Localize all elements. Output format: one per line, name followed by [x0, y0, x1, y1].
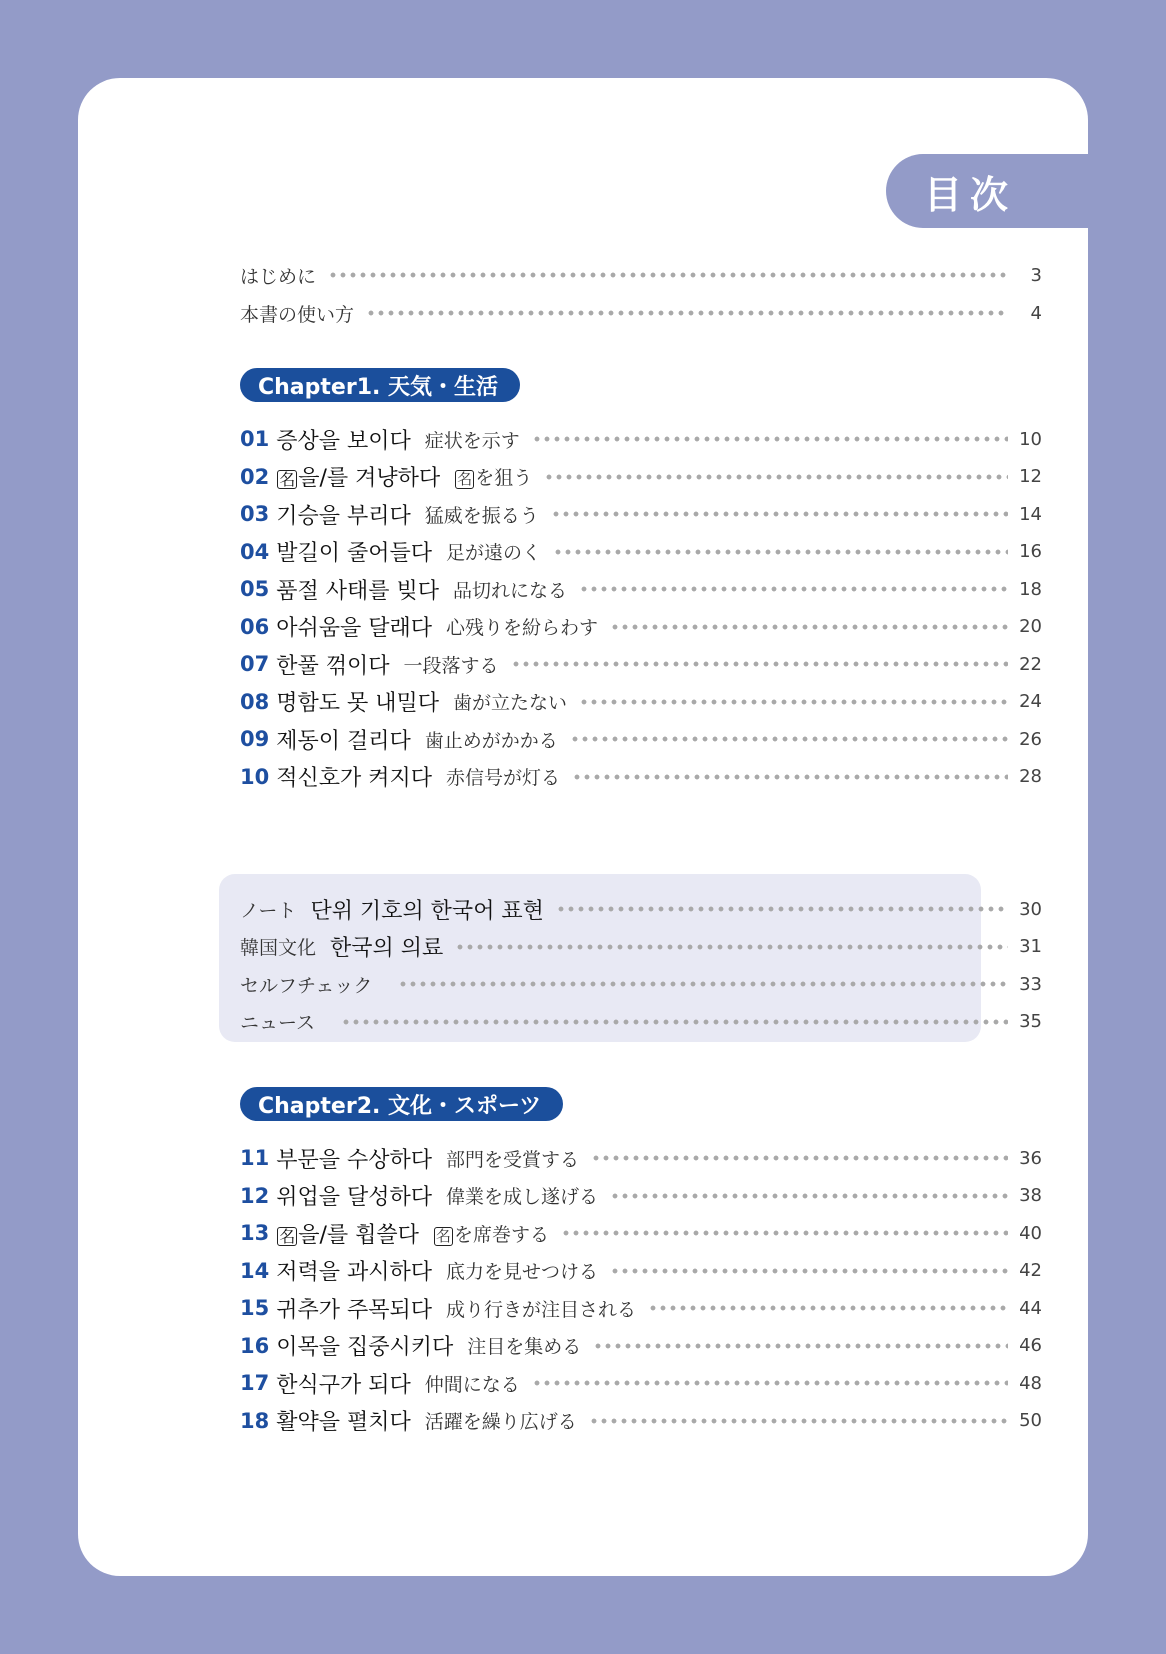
entry-label: はじめに [240, 265, 317, 288]
entry-japanese: 注目を集める [467, 1336, 582, 1358]
entry-japanese: 底力を見せつける [446, 1261, 599, 1283]
entry-korean: 제동이 걸리다 [276, 728, 411, 754]
extra-label-ja: 韓国文化 [240, 937, 317, 959]
dot-leader [589, 1418, 1008, 1424]
page-number: 42 [1019, 1260, 1042, 1281]
toc-entry[interactable] [240, 762, 1042, 792]
entry-number: 10 [240, 764, 270, 789]
page-number: 44 [1019, 1297, 1042, 1319]
noun-badge: 名 [435, 1226, 451, 1245]
toc-entry[interactable] [240, 1368, 1042, 1398]
entry-korean: 이목을 집중시키다 [276, 1335, 454, 1360]
page-number: 48 [1019, 1372, 1042, 1394]
entry-japanese: 足が遠のく [446, 542, 542, 564]
toc-title: 目次 [886, 154, 1088, 228]
page-number: 38 [1019, 1185, 1042, 1206]
toc-entry[interactable] [240, 649, 1042, 679]
page-number: 12 [1019, 466, 1042, 487]
page-number: 40 [1019, 1222, 1042, 1244]
entry-number: 13 [240, 1221, 270, 1245]
toc-entry[interactable] [240, 1406, 1042, 1436]
entry-number: 17 [240, 1371, 270, 1395]
entry-number: 03 [240, 502, 270, 526]
page-number: 24 [1019, 691, 1042, 712]
dot-leader [593, 1343, 1008, 1349]
toc-entry[interactable] [240, 1181, 1042, 1211]
dot-leader [553, 549, 1008, 555]
entry-number: 04 [240, 539, 270, 564]
entry-korean: 활약을 펼치다 [276, 1410, 411, 1435]
entry-number: 12 [240, 1183, 270, 1208]
chapter2-header: Chapter2. 文化・スポーツ [240, 1087, 563, 1121]
entry-korean: 저력을 과시하다 [276, 1260, 432, 1285]
toc-entry[interactable] [240, 1143, 1042, 1173]
page-number: 50 [1019, 1410, 1042, 1431]
page-number: 31 [1019, 936, 1042, 957]
page-number: 30 [1019, 898, 1042, 920]
page-number: 28 [1019, 766, 1042, 787]
toc-entry[interactable] [240, 1293, 1042, 1323]
entry-korean: 증상을 보이다 [276, 428, 411, 454]
entry-japanese: 赤信号が灯る [446, 767, 561, 789]
entry-number: 09 [240, 727, 270, 751]
entry-japanese: 偉業を成し遂げる [446, 1186, 599, 1208]
page-number: 10 [1019, 428, 1042, 450]
page-number: 3 [1030, 264, 1042, 286]
entry-korean: 명함도 못 내밀다 [276, 691, 439, 716]
page-number: 20 [1019, 616, 1042, 637]
entry-number: 08 [240, 689, 270, 714]
dot-leader [579, 699, 1008, 705]
entry-japanese: 歯止めがかかる [424, 729, 558, 752]
entry-label: 本書の使い方 [240, 303, 355, 326]
toc-entry[interactable] [240, 424, 1042, 454]
dot-leader [561, 1230, 1008, 1236]
dot-leader [579, 586, 1008, 592]
extra-label-ko: 한국의 의료 [330, 936, 444, 961]
dot-leader [610, 1193, 1008, 1199]
toc-entry[interactable] [240, 298, 1042, 328]
noun-badge: 名 [279, 470, 296, 489]
entry-japanese: 猛威を振るう [424, 504, 539, 527]
entry-korean: 부문을 수상하다 [276, 1147, 432, 1173]
toc-entry[interactable] [240, 969, 1042, 999]
entry-number: 15 [240, 1296, 270, 1320]
dot-leader [398, 981, 1008, 987]
toc-entry[interactable] [240, 687, 1042, 717]
toc-entry[interactable] [240, 537, 1042, 567]
toc-entry[interactable] [240, 462, 1042, 492]
dot-leader [455, 944, 1008, 950]
extra-label-ja: ノート [240, 899, 297, 922]
entry-korean: 名 을/를 겨냥하다 [279, 466, 441, 491]
toc-entry[interactable] [240, 932, 1042, 962]
entry-number: 07 [240, 652, 270, 676]
dot-leader [591, 1155, 1008, 1161]
dot-leader [572, 774, 1008, 780]
entry-number: 11 [240, 1146, 270, 1170]
toc-entry[interactable] [240, 724, 1042, 754]
entry-japanese: 部門を受賞する [446, 1148, 580, 1171]
entry-korean: 名 을/를 휩쓸다 [279, 1222, 419, 1248]
dot-leader [610, 624, 1008, 630]
entry-korean: 적신호가 켜지다 [276, 766, 432, 791]
entry-japanese: 名 を狙う [457, 467, 533, 489]
dot-leader [648, 1305, 1008, 1311]
dot-leader [341, 1019, 1008, 1025]
extra-label-ja: ニュース [240, 1012, 316, 1034]
entry-korean: 한식구가 되다 [276, 1372, 411, 1398]
dot-leader [551, 511, 1008, 517]
page-number: 14 [1019, 503, 1042, 525]
toc-entry[interactable] [240, 574, 1042, 604]
entry-number: 16 [240, 1333, 270, 1358]
dot-leader [511, 661, 1008, 667]
entry-japanese: 名 を席巻する [435, 1223, 549, 1246]
entry-japanese: 活躍を繰り広げる [424, 1411, 577, 1433]
entry-number: 14 [240, 1258, 270, 1283]
toc-entry[interactable] [240, 1007, 1042, 1037]
page-number: 18 [1019, 578, 1042, 600]
entry-japanese: 症状を示す [424, 429, 520, 452]
entry-korean: 기승을 부리다 [276, 503, 411, 529]
noun-badge: 名 [279, 1226, 296, 1246]
entry-korean: 귀추가 주목되다 [276, 1297, 432, 1323]
page-number: 16 [1019, 541, 1042, 562]
entry-number: 06 [240, 614, 270, 639]
toc-page [78, 78, 1088, 1576]
page-number: 26 [1019, 728, 1042, 750]
page-number: 35 [1019, 1011, 1042, 1032]
dot-leader [328, 272, 1008, 278]
dot-leader [570, 736, 1008, 742]
dot-leader [610, 1268, 1008, 1274]
entry-korean: 한풀 꺾이다 [276, 653, 390, 679]
entry-number: 02 [240, 464, 270, 489]
toc-entry[interactable] [240, 1218, 1042, 1248]
entry-number: 01 [240, 427, 270, 451]
entry-korean: 품절 사태를 빚다 [276, 578, 439, 604]
dot-leader [532, 436, 1008, 442]
dot-leader [544, 474, 1008, 480]
entry-korean: 아쉬움을 달래다 [276, 616, 432, 641]
toc-entry[interactable] [240, 612, 1042, 642]
page-number: 22 [1019, 653, 1042, 675]
entry-japanese: 歯が立たない [453, 692, 568, 714]
toc-entry[interactable] [240, 1256, 1042, 1286]
page-number: 33 [1019, 973, 1042, 995]
extra-label-ko: 단위 기호의 한국어 표현 [310, 898, 544, 924]
dot-leader [366, 310, 1008, 316]
toc-entry[interactable] [240, 499, 1042, 529]
entry-japanese: 成り行きが注目される [446, 1298, 637, 1321]
toc-entry[interactable] [240, 260, 1042, 290]
page-number: 46 [1019, 1335, 1042, 1356]
entry-korean: 발길이 줄어들다 [276, 541, 432, 566]
dot-leader [532, 1380, 1008, 1386]
entry-japanese: 一段落する [403, 654, 499, 677]
page-number: 36 [1019, 1147, 1042, 1169]
entry-number: 05 [240, 577, 270, 601]
noun-badge: 名 [457, 470, 473, 488]
entry-korean: 위업을 달성하다 [276, 1185, 432, 1210]
chapter1-header: Chapter1. 天気・生活 [240, 368, 520, 402]
entry-japanese: 品切れになる [453, 579, 568, 602]
toc-entry[interactable] [240, 894, 1042, 924]
toc-entry[interactable] [240, 1331, 1042, 1361]
entry-japanese: 仲間になる [424, 1373, 520, 1396]
extra-label-ja: セルフチェック [240, 974, 373, 997]
page-number: 4 [1030, 302, 1042, 324]
entry-number: 18 [240, 1408, 270, 1433]
dot-leader [556, 906, 1008, 912]
entry-japanese: 心残りを紛らわす [446, 617, 599, 639]
